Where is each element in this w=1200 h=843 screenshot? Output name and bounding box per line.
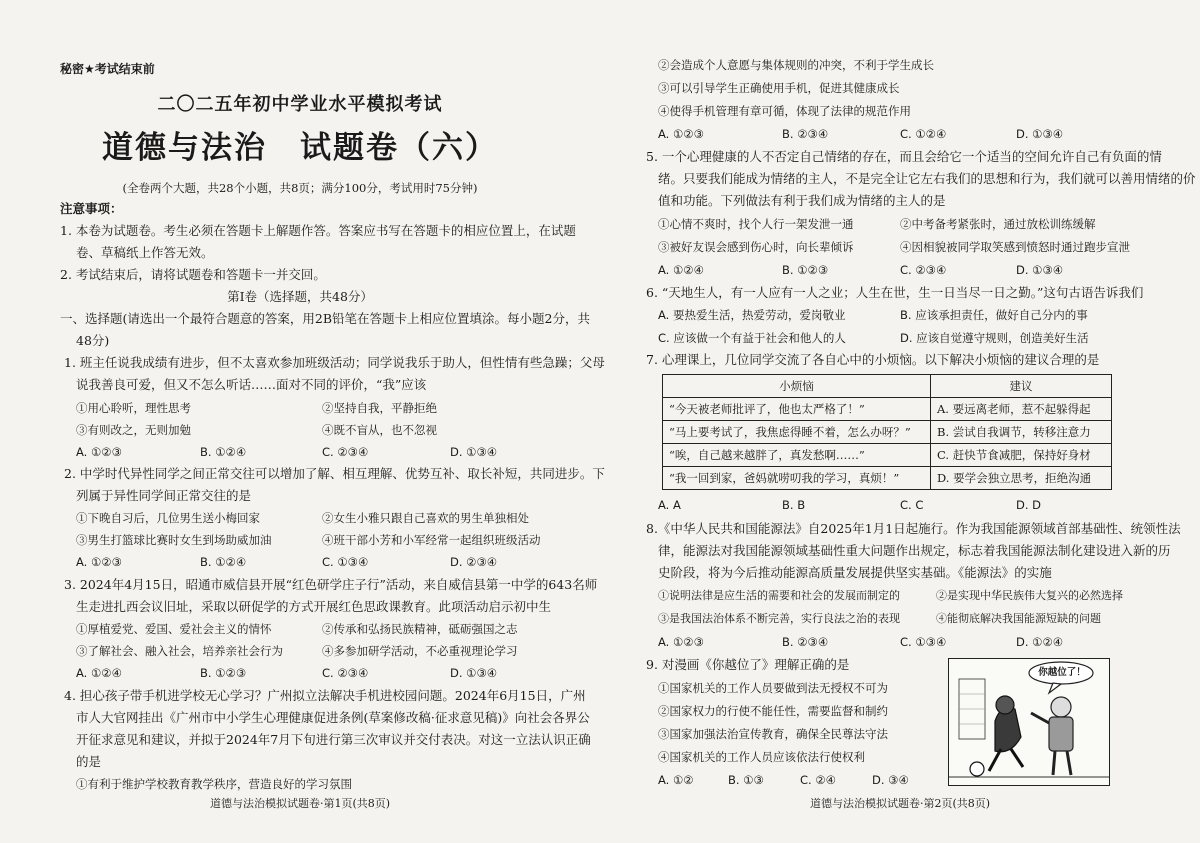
question-3-stem: 3. 2024年4月15日，昭通市威信县开展“红色研学庄子行”活动，来自威信县第一中学的643名师: [64, 577, 598, 592]
question-5-stem-cont-1: 绪。只要我们能成为情绪的主人，不是完全让它左右我们的思想和行为，我们就可以善用情绪的价: [658, 171, 1196, 186]
page-title: 道德与法治 试题卷（六）: [102, 130, 498, 166]
q9-option-a[interactable]: A. ①②: [658, 773, 694, 787]
table-cell-advice: C. 赶快节食减肥，保持好身材: [931, 444, 1112, 467]
question-8-stem: 8.《中华人民共和国能源法》自2025年1月1日起施行。作为我国能源领域首部基础性、统领性法: [646, 521, 1181, 536]
q6-option-c[interactable]: C. 应该做一个有益于社会和他人的人: [658, 331, 846, 345]
q2-statement-2: ②女生小雅只跟自己喜欢的男生单独相处: [322, 511, 529, 525]
cartoon-offside: [948, 658, 1110, 786]
question-1-stem-cont: 说我善良可爱，但又不怎么听话……面对不同的评价，“我”应该: [76, 377, 427, 392]
q5-option-b[interactable]: B. ①②③: [782, 263, 829, 277]
q5-statement-3: ③被好友误会感到伤心时，向长辈倾诉: [658, 240, 854, 254]
q8-statement-4: ④能彻底解决我国能源短缺的问题: [936, 612, 1101, 625]
table-cell-worry: “我一回到家，爸妈就唠叨我的学习，真烦！”: [663, 467, 931, 490]
advice-table: [662, 374, 1112, 490]
question-8-stem-cont-2: 史阶段，将为今后推动能源高质量发展提供坚实基础。《能源法》的实施: [658, 565, 1052, 580]
q4-option-b[interactable]: B. ②③④: [782, 127, 829, 141]
q2-statement-1: ①下晚自习后，几位男生送小梅回家: [76, 511, 260, 525]
question-5-stem: 5. 一个心理健康的人不否定自己情绪的存在，而且会给它一个适当的空间允许自己有负面的情: [646, 149, 1162, 164]
part-title: 第Ⅰ卷（选择题，共48分）: [227, 289, 373, 304]
table-cell-worry: “马上要考试了，我焦虑得睡不着，怎么办呀？”: [663, 421, 931, 444]
q3-option-c[interactable]: C. ②③④: [322, 666, 369, 680]
question-5-stem-cont-2: 值和功能。下列做法有利于我们成为情绪的主人的是: [658, 193, 946, 208]
table-cell-advice: A. 要远离老师，惹不起躲得起: [931, 398, 1112, 421]
q9-statement-2: ②国家权力的行使不能任性，需要监督和制约: [658, 704, 888, 718]
question-4-stem: 4. 担心孩子带手机进学校无心学习？广州拟立法解决手机进校园问题。2024年6月15日，广州: [64, 688, 586, 703]
table-cell-worry: “唉，自己越来越胖了，真发愁啊……”: [663, 444, 931, 467]
q2-option-d[interactable]: D. ②③④: [450, 555, 498, 569]
q8-statement-1: ①说明法律是应生活的需要和社会的发展而制定的: [658, 589, 900, 602]
q7-option-a[interactable]: A. A: [658, 498, 681, 512]
q4-option-d[interactable]: D. ①③④: [1016, 127, 1064, 141]
table-row: [663, 398, 1112, 421]
notice-1: 1. 本卷为试题卷。考生必须在答题卡上解题作答。答案应书写在答题卡的相应位置上，在试题: [60, 223, 576, 238]
q7-option-b[interactable]: B. B: [782, 498, 806, 512]
q4-option-a[interactable]: A. ①②③: [658, 127, 704, 141]
q2-statement-4: ④班干部小芳和小军经常一起组织班级活动: [322, 533, 541, 547]
q1-option-a[interactable]: A. ①②③: [76, 445, 122, 459]
question-4-stem-cont-2: 开征求意见和建议，并拟于2024年7月下旬进行第三次审议并交付表决。对这一立法认识正确: [76, 732, 591, 747]
table-cell-advice: D. 要学会独立思考，拒绝沟通: [931, 467, 1112, 490]
table-cell-worry: “今天被老师批评了，他也太严格了！”: [663, 398, 931, 421]
q5-statement-2: ②中考备考紧张时，通过放松训练缓解: [900, 217, 1096, 231]
q3-option-d[interactable]: D. ①③④: [450, 666, 498, 680]
cartoon-bubble-text: 你越位了！: [1038, 667, 1086, 678]
q8-statement-2: ②是实现中华民族伟大复兴的必然选择: [936, 589, 1123, 602]
exam-note: (全卷两个大题，共28个小题，共8页；满分100分，考试用时75分钟): [122, 181, 478, 195]
q8-option-c[interactable]: C. ①③④: [900, 635, 947, 649]
exam-name: 二〇二五年初中学业水平模拟考试: [157, 94, 443, 115]
q5-statement-4: ④因相貌被同学取笑感到愤怒时通过跑步宣泄: [900, 240, 1130, 254]
table-header-row: [663, 375, 1112, 398]
q2-option-c[interactable]: C. ①③④: [322, 555, 369, 569]
question-3-stem-cont: 生走进扎西会议旧址，采取以研促学的方式开展红色思政课教育。此项活动启示初中生: [76, 599, 552, 614]
q1-option-c[interactable]: C. ②③④: [322, 445, 369, 459]
question-2-stem: 2. 中学时代异性同学之间正常交往可以增加了解、相互理解、优势互补、取长补短，共同进步。下: [64, 466, 605, 481]
q9-option-c[interactable]: C. ②④: [800, 773, 836, 787]
question-6-stem: 6. “天地生人，有一人应有一人之业；人生在世，生一日当尽一日之勤。”这句古语告诉我们: [646, 285, 1144, 300]
page-footer-right: 道德与法治模拟试题卷·第2页(共8页): [809, 797, 991, 810]
q1-option-d[interactable]: D. ①③④: [450, 445, 498, 459]
q1-statement-1: ①用心聆听，理性思考: [76, 401, 191, 415]
q8-option-b[interactable]: B. ②③④: [782, 635, 829, 649]
q3-statement-2: ②传承和弘扬民族精神，砥砺强国之志: [322, 622, 518, 636]
question-1-stem: 1. 班主任说我成绩有进步，但不太喜欢参加班级活动；同学说我乐于助人，但性情有些急躁；父母: [64, 355, 605, 370]
q4-option-c[interactable]: C. ①②④: [900, 127, 947, 141]
q9-statement-4: ④国家机关的工作人员应该依法行使权利: [658, 750, 865, 764]
notice-1-cont: 卷、草稿纸上作答无效。: [76, 245, 214, 260]
q4-statement-1: ①有利于维护学校教育教学秩序，营造良好的学习氛围: [76, 777, 352, 791]
q5-option-a[interactable]: A. ①②④: [658, 263, 704, 277]
q5-option-c[interactable]: C. ②③④: [900, 263, 947, 277]
table-cell-advice: B. 尝试自我调节，转移注意力: [931, 421, 1112, 444]
question-7-stem: 7. 心理课上，几位同学交流了各自心中的小烦恼。以下解决小烦恼的建议合理的是: [646, 352, 1100, 367]
table-header-advice: 建议: [931, 375, 1112, 398]
q2-option-b[interactable]: B. ①②④: [200, 555, 247, 569]
q4-statement-2: ②会造成个人意愿与集体规则的冲突，不利于学生成长: [658, 58, 934, 72]
q2-statement-3: ③男生打篮球比赛时女生到场助威加油: [76, 533, 272, 547]
q8-option-d[interactable]: D. ①②④: [1016, 635, 1064, 649]
q2-option-a[interactable]: A. ①②③: [76, 555, 122, 569]
q3-statement-3: ③了解社会、融入社会，培养亲社会行为: [76, 644, 283, 658]
q8-option-a[interactable]: A. ①②③: [658, 635, 704, 649]
question-4-stem-cont-3: 的是: [76, 754, 102, 769]
q9-statement-3: ③国家加强法治宣传教育，确保全民尊法守法: [658, 727, 888, 741]
q1-option-b[interactable]: B. ①②④: [200, 445, 247, 459]
q5-statement-1: ①心情不爽时，找个人行一架发泄一通: [658, 217, 854, 231]
q8-statement-3: ③是我国法治体系不断完善，实行良法之治的表现: [658, 612, 900, 625]
q3-statement-4: ④多参加研学活动，不必重视理论学习: [322, 644, 518, 658]
table-row: [663, 421, 1112, 444]
question-9-stem: 9. 对漫画《你越位了》理解正确的是: [646, 657, 850, 672]
q6-option-a[interactable]: A. 要热爱生活，热爱劳动，爱岗敬业: [658, 308, 846, 322]
q4-statement-3: ③可以引导学生正确使用手机，促进其健康成长: [658, 81, 900, 95]
q3-option-b[interactable]: B. ①②③: [200, 666, 247, 680]
q1-statement-4: ④既不盲从，也不忽视: [322, 423, 437, 437]
secret-label: 秘密★考试结束前: [60, 62, 155, 76]
table-header-worry: 小烦恼: [663, 375, 931, 398]
q7-option-d[interactable]: D. D: [1016, 498, 1042, 512]
question-2-stem-cont: 列属于异性同学间正常交往的是: [76, 488, 252, 503]
q3-statement-1: ①厚植爱党、爱国、爱社会主义的情怀: [76, 622, 272, 636]
q1-statement-2: ②坚持自我，平静拒绝: [322, 401, 437, 415]
table-row: [663, 444, 1112, 467]
section-1-heading: 一、选择题(请选出一个最符合题意的答案，用2B铅笔在答题卡上相应位置填涂。每小题2分，共: [60, 311, 590, 326]
question-8-stem-cont-1: 律，能源法对我国能源领域基础性重大问题作出规定，标志着我国能源法制化建设进入新的历: [658, 543, 1171, 558]
page-footer-left: 道德与法治模拟试题卷·第1页(共8页): [209, 797, 391, 810]
q1-statement-3: ③有则改之，无则加勉: [76, 423, 191, 437]
notice-title: 注意事项：: [60, 201, 123, 216]
q3-option-a[interactable]: A. ①②④: [76, 666, 122, 680]
q6-option-d[interactable]: D. 应该自觉遵守规则，创造美好生活: [900, 331, 1089, 345]
q9-option-d[interactable]: D. ③④: [872, 773, 909, 787]
q9-option-b[interactable]: B. ①③: [728, 773, 764, 787]
q7-option-c[interactable]: C. C: [900, 498, 924, 512]
q4-statement-4: ④使得手机管理有章可循，体现了法律的规范作用: [658, 104, 911, 118]
q6-option-b[interactable]: B. 应该承担责任，做好自己分内的事: [900, 308, 1088, 322]
notice-2: 2. 考试结束后，请将试题卷和答题卡一并交回。: [60, 267, 326, 282]
table-row: [663, 467, 1112, 490]
question-4-stem-cont-1: 市人大官网挂出《广州市中小学生心理健康促进条例(草案修改稿·征求意见稿)》向社会各界公: [76, 710, 590, 725]
q9-statement-1: ①国家机关的工作人员要做到法无授权不可为: [658, 681, 888, 695]
section-1-heading-cont: 48分): [76, 333, 110, 348]
q5-option-d[interactable]: D. ①③④: [1016, 263, 1064, 277]
